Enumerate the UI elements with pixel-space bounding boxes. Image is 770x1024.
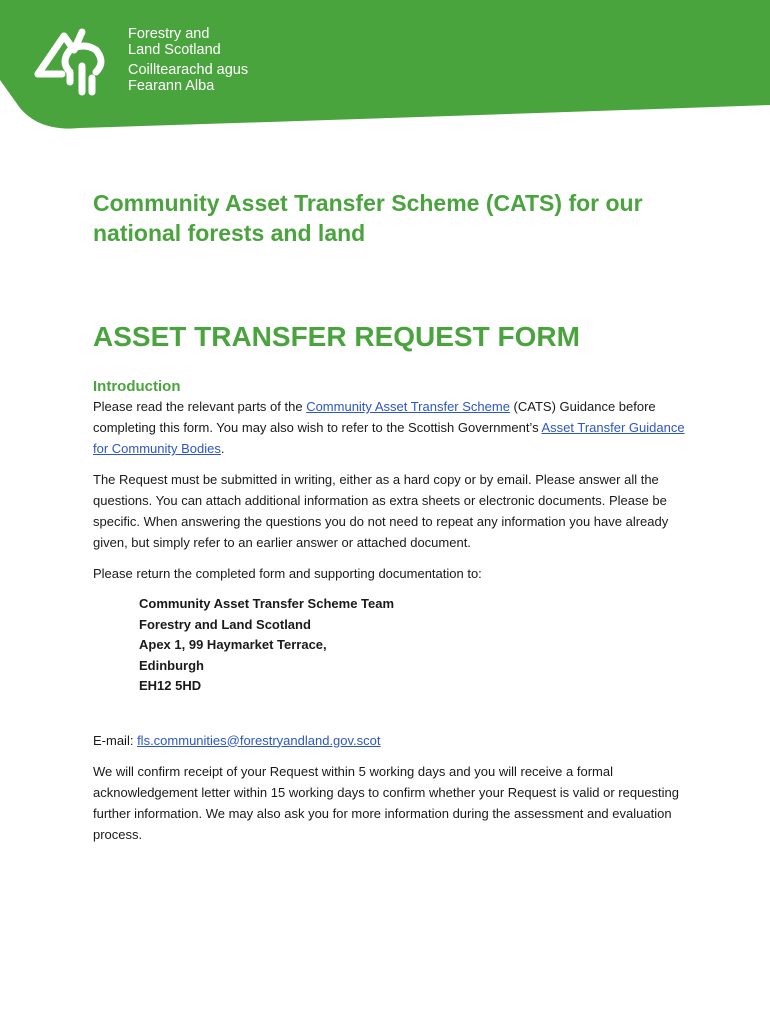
address-line-4: Edinburgh (139, 657, 204, 673)
document-body (93, 188, 693, 845)
intro-text-2: (CATS) Guidance before completing this form. You may also wish to refer to the Scottish Government’s (93, 399, 656, 435)
document-title: Community Asset Transfer Scheme (CATS) for our national forests and land (93, 190, 643, 246)
email-link[interactable]: fls.communities@forestryandland.gov.scot (137, 732, 381, 748)
address-line-3: Apex 1, 99 Haymarket Terrace, (139, 637, 327, 652)
cats-guidance-link[interactable]: Community Asset Transfer Scheme (306, 399, 510, 414)
intro-text-1: Please read the relevant parts of the (93, 399, 307, 414)
address-line-1: Community Asset Transfer Scheme Team (139, 596, 395, 611)
form-title: ASSET TRANSFER REQUEST FORM (93, 321, 580, 352)
org-name-gd-line1: Coilltearachd agus (128, 62, 249, 78)
org-name-en-line2: Land Scotland (128, 41, 221, 58)
intro-text-3: . (220, 441, 225, 456)
org-name-gd-line2: Fearann Alba (128, 77, 215, 94)
org-logotype (128, 27, 248, 94)
address-line-5: EH12 5HD (139, 678, 202, 693)
address-line-2: Forestry and Land Scotland (139, 616, 311, 632)
org-name-en-line1: Forestry and (128, 26, 210, 42)
intro-paragraph (93, 396, 693, 459)
return-instructions: Please return the completed form and supporting documentation to: (93, 566, 482, 581)
header-banner (0, 0, 770, 140)
submission-paragraph: The Request must be submitted in writing, either as a hard copy or by email. Please answer all the questions. You can attach additional information as extra sheets or electronic documents. Please be specific. When answering the questions you do not need to repeat any information you have already given, but simply refer to an earlier answer or attached document. (93, 472, 669, 550)
confirmation-paragraph: We will confirm receipt of your Request within 5 working days and you will receive a formal acknowledgement letter within 15 working days to confirm whether your Request is valid or requesting further information. We may also ask you for more information during the assessment and evaluation process. (93, 763, 680, 842)
asset-transfer-guidance-link[interactable]: Asset Transfer Guidance for Community Bodies (93, 420, 685, 456)
email-line (93, 730, 693, 751)
email-label: E-mail: (93, 732, 138, 748)
postal-address (139, 594, 693, 697)
introduction-heading: Introduction (93, 378, 181, 395)
mountain-tree-logo-icon (30, 20, 120, 100)
